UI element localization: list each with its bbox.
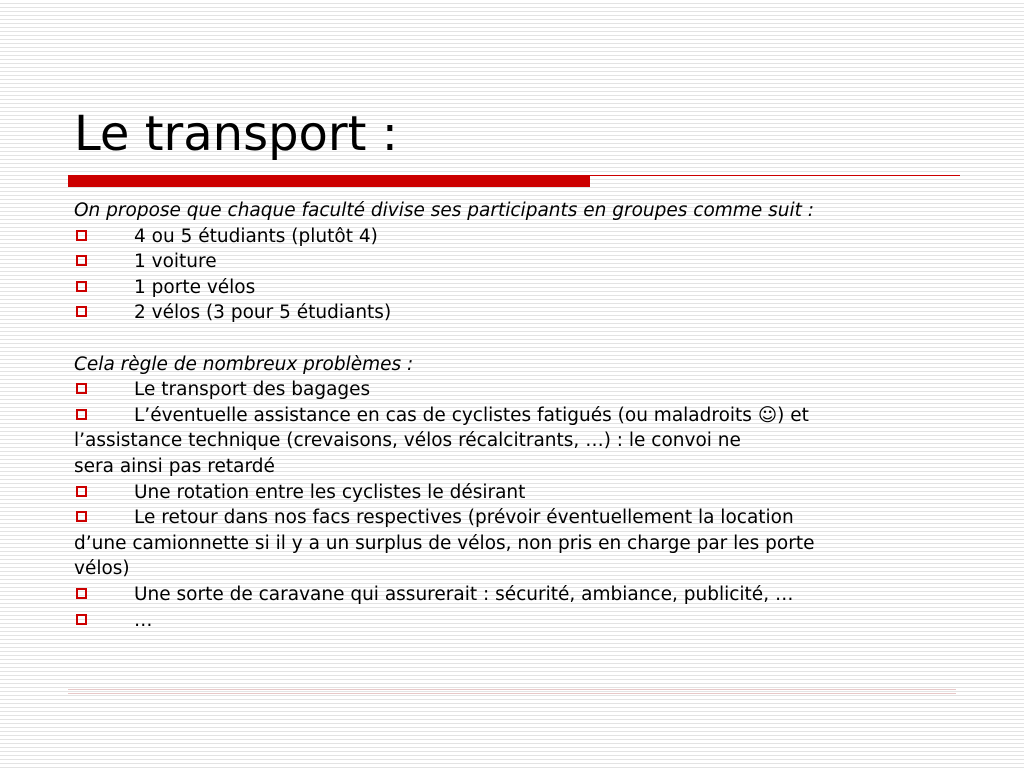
list-item-text: L’éventuelle assistance en cas de cyclistes fatigués (ou maladroits ☺) et — [134, 404, 809, 426]
list-item — [74, 480, 964, 506]
list-item — [74, 505, 964, 531]
list-item — [74, 608, 964, 634]
list-item — [74, 403, 964, 429]
title-accent-bar — [68, 175, 590, 187]
footer-rule — [68, 689, 956, 690]
list-item-text: … — [134, 609, 153, 631]
intro-text-groups: On propose que chaque faculté divise ses participants en groupes comme suit : — [74, 200, 814, 221]
list-item-text: 4 ou 5 étudiants (plutôt 4) — [134, 225, 378, 247]
spacer — [74, 326, 964, 352]
list-item-text: Le transport des bagages — [134, 379, 371, 401]
list-item — [74, 224, 964, 250]
slide-title: Le transport : — [74, 106, 398, 162]
hollow-square-icon — [76, 306, 87, 317]
hollow-square-icon — [76, 486, 87, 497]
list-item — [74, 300, 964, 326]
hollow-square-icon — [76, 614, 87, 625]
intro-text-problems: Cela règle de nombreux problèmes : — [74, 353, 414, 375]
list-item-continuation: vélos) — [74, 558, 130, 580]
list-item-continuation: sera ainsi pas retardé — [74, 455, 275, 477]
list-item-text: 2 vélos (3 pour 5 étudiants) — [134, 302, 392, 324]
hollow-square-icon — [76, 230, 87, 241]
list-item-text: Le retour dans nos facs respectives (prévoir éventuellement la location — [134, 507, 794, 529]
list-item-text: 1 porte vélos — [134, 276, 256, 298]
hollow-square-icon — [76, 588, 87, 599]
list-item-continuation: l’assistance technique (crevaisons, vélos récalcitrants, …) : le convoi ne — [74, 430, 741, 452]
list-item — [74, 582, 964, 608]
list-item — [74, 249, 964, 275]
slide-body — [74, 198, 964, 633]
list-item-text: Une rotation entre les cyclistes le désirant — [134, 481, 526, 503]
list-item-continuation: d’une camionnette si il y a un surplus de vélos, non pris en charge par les porte — [74, 532, 815, 554]
hollow-square-icon — [76, 409, 87, 420]
hollow-square-icon — [76, 383, 87, 394]
hollow-square-icon — [76, 511, 87, 522]
list-item-text: Une sorte de caravane qui assurerait : sécurité, ambiance, publicité, … — [134, 583, 794, 605]
title-underline — [590, 175, 960, 176]
list-item — [74, 377, 964, 403]
hollow-square-icon — [76, 255, 87, 266]
hollow-square-icon — [76, 281, 87, 292]
list-item-text: 1 voiture — [134, 251, 217, 273]
list-item — [74, 275, 964, 301]
footer-rule — [68, 693, 956, 694]
